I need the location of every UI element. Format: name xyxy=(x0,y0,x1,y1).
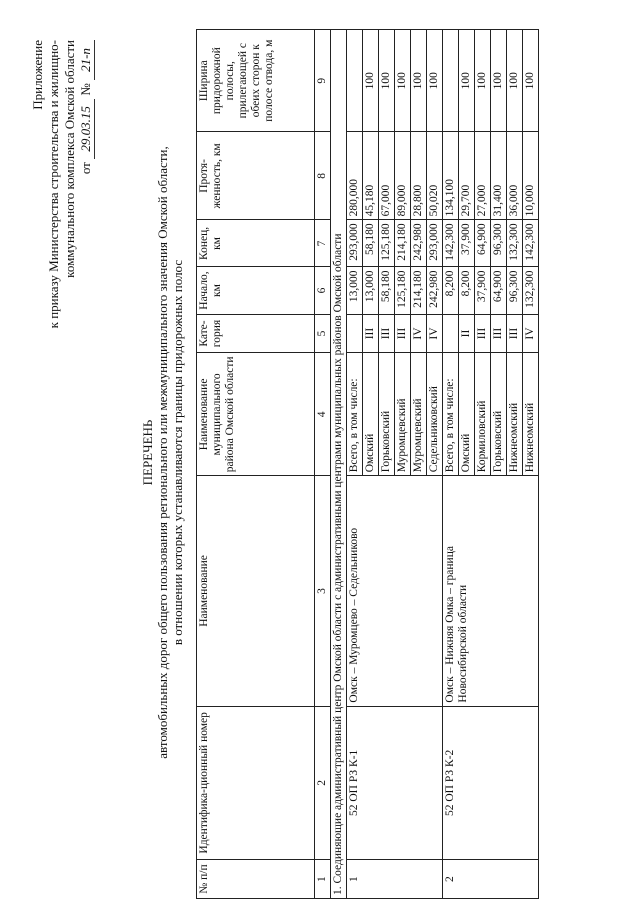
category-cell: III xyxy=(395,314,411,353)
start-km-cell: 13,000 xyxy=(347,267,363,314)
road-name-cell: Омск – Нижняя Омка – граница Новосибирской области xyxy=(443,476,539,706)
end-km-cell: 142,300 xyxy=(443,220,459,267)
length-km-cell: 67,000 xyxy=(379,132,395,220)
district-cell: Всего, в том числе: xyxy=(443,353,459,476)
end-km-cell: 214,180 xyxy=(395,220,411,267)
col-number: 6 xyxy=(315,267,331,314)
district-cell: Омский xyxy=(363,353,379,476)
col-number: 3 xyxy=(315,476,331,706)
col-number: 2 xyxy=(315,706,331,860)
col-header-name: Наименование xyxy=(197,476,315,706)
start-km-cell: 132,300 xyxy=(523,267,539,314)
col-header-category: Кате-гория xyxy=(197,314,315,353)
district-cell: Кормиловский xyxy=(475,353,491,476)
appendix-date-line: от 29.03.15 № 21-п xyxy=(78,40,95,328)
roads-table xyxy=(196,29,539,899)
appendix-label: Приложение xyxy=(30,40,45,110)
category-cell: III xyxy=(379,314,395,353)
end-km-cell: 58,180 xyxy=(363,220,379,267)
col-header-length: Протя-женность, км xyxy=(197,132,315,220)
district-cell: Муромцевский xyxy=(395,353,411,476)
length-km-cell: 10,000 xyxy=(523,132,539,220)
col-header-district: Наименование муниципального района Омской области xyxy=(197,353,315,476)
width-m-cell xyxy=(443,30,459,132)
road-id-cell: 52 ОП РЗ К-1 xyxy=(347,706,443,860)
appendix-header xyxy=(30,40,95,328)
width-m-cell: 100 xyxy=(363,30,379,132)
start-km-cell: 8,200 xyxy=(443,267,459,314)
section-title: 1. Соединяющие административный центр Омской области с административными центрами муниципальных районов Омской области xyxy=(331,30,347,899)
end-km-cell: 125,180 xyxy=(379,220,395,267)
document-title xyxy=(140,0,185,905)
width-m-cell: 100 xyxy=(491,30,507,132)
col-header-num: № п/п xyxy=(197,860,315,899)
road-id-cell: 52 ОП РЗ К-2 xyxy=(443,706,539,860)
end-km-cell: 96,300 xyxy=(491,220,507,267)
start-km-cell: 125,180 xyxy=(395,267,411,314)
col-header-end: Конец, км xyxy=(197,220,315,267)
length-km-cell: 45,180 xyxy=(363,132,379,220)
col-number: 4 xyxy=(315,353,331,476)
col-number: 7 xyxy=(315,220,331,267)
width-m-cell: 100 xyxy=(411,30,427,132)
length-km-cell: 134,100 xyxy=(443,132,459,220)
width-m-cell: 100 xyxy=(475,30,491,132)
category-cell: III xyxy=(363,314,379,353)
road-name-cell: Омск – Муромцево – Седельниково xyxy=(347,476,443,706)
width-m-cell xyxy=(347,30,363,132)
date-value: 29.03.15 xyxy=(78,99,95,159)
category-cell: III xyxy=(507,314,523,353)
end-km-cell: 37,900 xyxy=(459,220,475,267)
category-cell xyxy=(443,314,459,353)
appendix-ministry-line: коммунального комплекса Омской области xyxy=(62,40,77,278)
length-km-cell: 89,000 xyxy=(395,132,411,220)
section-row xyxy=(331,30,347,899)
title-line-2: в отношении которых устанавливаются границы придорожных полос xyxy=(170,259,185,646)
end-km-cell: 293,000 xyxy=(427,220,443,267)
width-m-cell: 100 xyxy=(395,30,411,132)
road-number-cell: 1 xyxy=(347,860,443,899)
length-km-cell: 27,000 xyxy=(475,132,491,220)
category-cell xyxy=(347,314,363,353)
district-cell: Горьковский xyxy=(491,353,507,476)
col-header-start: Начало, км xyxy=(197,267,315,314)
length-km-cell: 50,020 xyxy=(427,132,443,220)
district-cell: Нижнеомский xyxy=(523,353,539,476)
category-cell: III xyxy=(475,314,491,353)
category-cell: IV xyxy=(411,314,427,353)
length-km-cell: 29,700 xyxy=(459,132,475,220)
end-km-cell: 64,900 xyxy=(475,220,491,267)
col-number: 8 xyxy=(315,132,331,220)
title-heading: ПЕРЕЧЕНЬ xyxy=(140,419,155,486)
length-km-cell: 28,800 xyxy=(411,132,427,220)
col-header-id: Идентифика-ционный номер xyxy=(197,706,315,860)
end-km-cell: 242,980 xyxy=(411,220,427,267)
start-km-cell: 242,980 xyxy=(427,267,443,314)
start-km-cell: 37,900 xyxy=(475,267,491,314)
col-number: 5 xyxy=(315,314,331,353)
width-m-cell: 100 xyxy=(379,30,395,132)
end-km-cell: 142,300 xyxy=(523,220,539,267)
category-cell: IV xyxy=(523,314,539,353)
col-number: 9 xyxy=(315,30,331,132)
number-value: 21-п xyxy=(78,40,95,80)
district-cell: Всего, в том числе: xyxy=(347,353,363,476)
end-km-cell: 293,000 xyxy=(347,220,363,267)
appendix-order-line: к приказу Министерства строительства и жилищно- xyxy=(46,40,61,329)
table-row xyxy=(443,30,459,899)
width-m-cell: 100 xyxy=(427,30,443,132)
col-header-width: Ширина придорожной полосы, прилегающей с обеих сторон к полосе отвода, м xyxy=(197,30,315,132)
road-number-cell: 2 xyxy=(443,860,539,899)
start-km-cell: 64,900 xyxy=(491,267,507,314)
width-m-cell: 100 xyxy=(507,30,523,132)
column-number-row xyxy=(315,30,331,899)
width-m-cell: 100 xyxy=(459,30,475,132)
length-km-cell: 31,400 xyxy=(491,132,507,220)
district-cell: Нижнеомский xyxy=(507,353,523,476)
table-row xyxy=(347,30,363,899)
col-number: 1 xyxy=(315,860,331,899)
length-km-cell: 280,000 xyxy=(347,132,363,220)
length-km-cell: 36,000 xyxy=(507,132,523,220)
category-cell: III xyxy=(491,314,507,353)
district-cell: Муромцевский xyxy=(411,353,427,476)
category-cell: II xyxy=(459,314,475,353)
table-header-row xyxy=(197,30,315,899)
start-km-cell: 214,180 xyxy=(411,267,427,314)
start-km-cell: 96,300 xyxy=(507,267,523,314)
start-km-cell: 8,200 xyxy=(459,267,475,314)
start-km-cell: 58,180 xyxy=(379,267,395,314)
width-m-cell: 100 xyxy=(523,30,539,132)
category-cell: IV xyxy=(427,314,443,353)
district-cell: Седельниковский xyxy=(427,353,443,476)
start-km-cell: 13,000 xyxy=(363,267,379,314)
title-line-1: автомобильных дорог общего пользования регионального или межмуниципального значения Омской области, xyxy=(155,146,170,759)
district-cell: Омский xyxy=(459,353,475,476)
end-km-cell: 132,300 xyxy=(507,220,523,267)
district-cell: Горьковский xyxy=(379,353,395,476)
